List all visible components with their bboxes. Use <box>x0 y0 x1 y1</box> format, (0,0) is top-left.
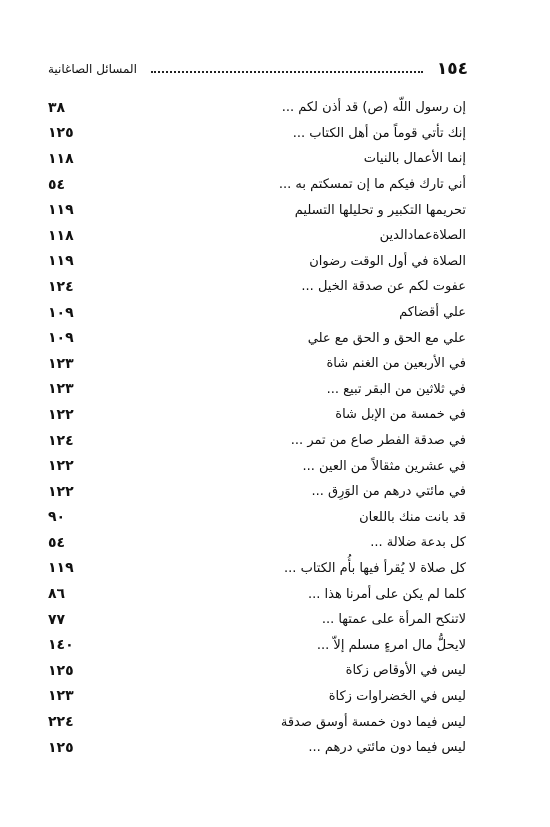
index-text: إنما الأعمال بالنيات <box>363 151 466 167</box>
index-row <box>48 300 466 326</box>
index-row <box>48 249 466 275</box>
index-text: في صدقة الفطر صاع من تمر ... <box>290 433 466 449</box>
index-page-number: ٧٧ <box>48 611 66 628</box>
index-row <box>48 351 466 377</box>
index-text: في مائتي درهم من الوَرِق ... <box>311 484 466 500</box>
index-row <box>48 146 466 172</box>
index-text: في عشرين مثقالاً من العين ... <box>302 458 466 474</box>
index-text: إنك تأتي قوماً من أهل الكتاب ... <box>292 125 466 141</box>
index-row <box>48 95 466 121</box>
index-text: قد بانت منك باللعان <box>359 509 466 525</box>
index-text: في الأربعين من الغنم شاة <box>326 356 466 372</box>
index-page-number: ١١٨ <box>48 227 74 244</box>
index-page-number: ٩٠ <box>48 509 66 526</box>
index-page-number: ٣٨ <box>48 99 66 116</box>
index-page-number: ١٠٩ <box>48 330 74 347</box>
index-row <box>48 505 466 531</box>
index-page-number: ١٢٤ <box>48 278 74 295</box>
index-page-number: ١٢٣ <box>48 688 74 705</box>
index-row <box>48 377 466 403</box>
index-row <box>48 402 466 428</box>
index-text: في خمسة من الإبل شاة <box>335 407 466 423</box>
index-text: في ثلاثين من البقر تبيع ... <box>326 381 466 397</box>
index-text: لايحلُّ مال امرءٍ مسلم إلاّ ... <box>316 637 466 653</box>
index-text: كلما لم يكن على أمرنا هذا ... <box>308 586 466 602</box>
index-page-number: ١١٩ <box>48 202 74 219</box>
index-page-number: ٥٤ <box>48 176 66 193</box>
page-header <box>48 56 468 82</box>
book-title: المسائل الصاغانية <box>48 62 137 76</box>
index-row <box>48 735 466 761</box>
index-row <box>48 172 466 198</box>
index-page-number: ١٢٤ <box>48 432 74 449</box>
index-page-number: ١٢٢ <box>48 406 74 423</box>
index-page-number: ١٢٥ <box>48 739 74 756</box>
header-dotted-leader <box>151 71 423 73</box>
index-text: ليس في الخضراوات زكاة <box>328 688 466 704</box>
index-page-number: ١٢٣ <box>48 355 74 372</box>
index-row <box>48 274 466 300</box>
index-page-number: ١٤٠ <box>48 637 74 654</box>
index-text: كل صلاة لا يُقرأ فيها بأُم الكتاب ... <box>284 560 466 576</box>
index-page-number: ١٢٢ <box>48 458 74 475</box>
index-text: لاتنكح المرأة على عمتها ... <box>321 612 466 628</box>
index-page-number: ١٢٣ <box>48 381 74 398</box>
hadith-index-list <box>48 95 466 760</box>
index-row <box>48 428 466 454</box>
index-text: علي أقضاكم <box>399 305 466 321</box>
index-page-number: ١١٩ <box>48 253 74 270</box>
index-text: عفوت لكم عن صدقة الخيل ... <box>301 279 466 295</box>
index-row <box>48 223 466 249</box>
index-row <box>48 479 466 505</box>
index-row <box>48 632 466 658</box>
index-row <box>48 453 466 479</box>
page-number: ١٥٤ <box>436 59 468 79</box>
index-text: ليس في الأوقاص زكاة <box>345 663 466 679</box>
index-row <box>48 709 466 735</box>
index-text: تحريمها التكبير و تحليلها التسليم <box>294 202 466 218</box>
index-page-number: ١١٨ <box>48 150 74 167</box>
index-row <box>48 607 466 633</box>
index-page-number: ٢٢٤ <box>48 714 74 731</box>
index-text: ليس فيما دون مائتي درهم ... <box>308 740 466 756</box>
index-page-number: ١١٩ <box>48 560 74 577</box>
index-text: ليس فيما دون خمسة أوسق صدقة <box>280 714 466 730</box>
index-text: الصلاةعمادالدين <box>379 228 466 244</box>
index-text: كل بدعة ضلالة ... <box>370 535 466 551</box>
index-page-number: ١٢٢ <box>48 483 74 500</box>
index-text: الصلاة في أول الوقت رضوان <box>309 253 466 269</box>
index-page-number: ١٢٥ <box>48 125 74 142</box>
index-row <box>48 556 466 582</box>
index-page-number: ٥٤ <box>48 534 66 551</box>
index-page-number: ١٠٩ <box>48 304 74 321</box>
index-page-number: ٨٦ <box>48 586 66 603</box>
index-text: إن رسول اللّه (ص) قد أذن لكم ... <box>281 100 466 116</box>
index-text: علي مع الحق و الحق مع علي <box>307 330 466 346</box>
index-row <box>48 121 466 147</box>
index-row <box>48 530 466 556</box>
index-row <box>48 325 466 351</box>
index-page-number: ١٢٥ <box>48 662 74 679</box>
index-row <box>48 197 466 223</box>
index-row <box>48 658 466 684</box>
index-row <box>48 684 466 710</box>
index-row <box>48 581 466 607</box>
index-text: أني تارك فيكم ما إن تمسكتم به ... <box>278 177 466 193</box>
